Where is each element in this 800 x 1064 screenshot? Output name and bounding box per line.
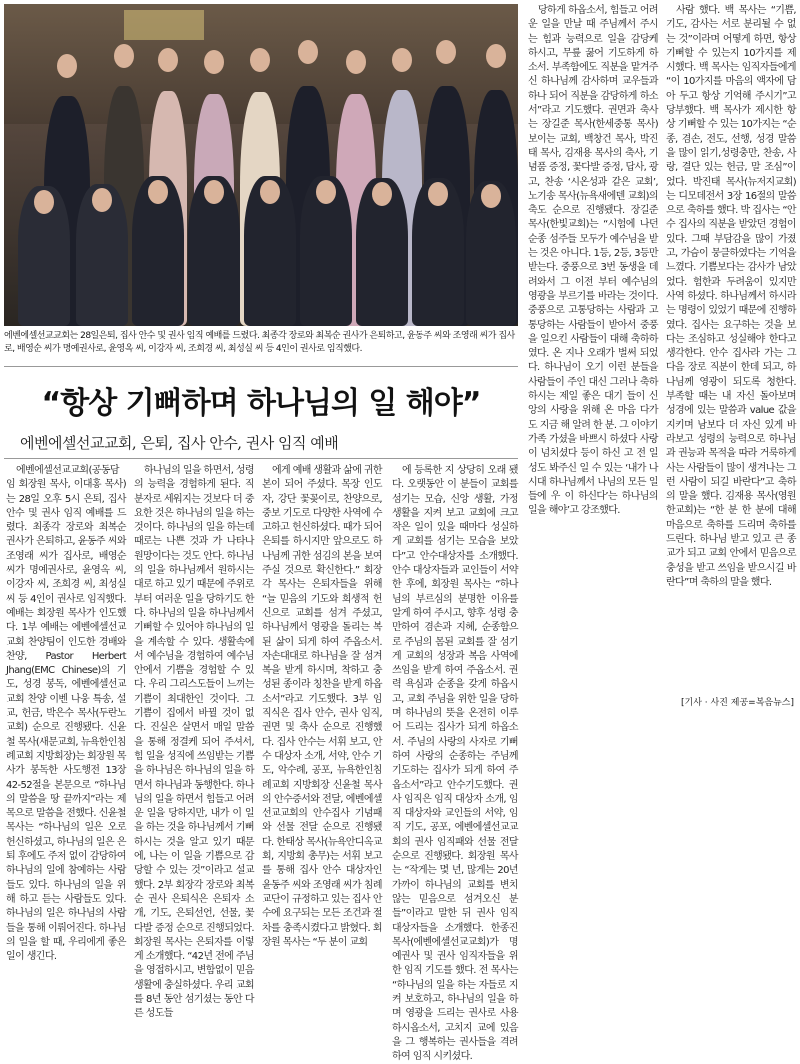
subheadline: 에벤에셀선교교회, 은퇴, 집사 안수, 권사 임직 예배	[20, 434, 339, 452]
article-text: 에벤에셀선교교회(공동담임 회장원 목사, 이대홍 목사)는 28일 오후 5시 은퇴, 집사 안수 및 권사 임직 예배를 드렸다. 최종각 장로와 최복순 권사가 은퇴하고, 윤동주 씨와 조영래 씨가 집사로, 배영순 씨가 명예권사로, 윤영옥 씨, 이강자 씨, 조희경 씨, 최성실 씨 등 4인이 권사로 임직했다. 예배는 회장원 목사가 인도했다. 1부 예배는 에벤에셀선교교회 찬양팀이 인도한 경배와 찬양, Pastor Herbert Jhang(EMC Chinese)의 기도, 성경 봉독, 에벤에셀선교교회 찬양 이벤 나웅 특송, 설교, 헌금, 박은수 목사(두란노교회) 순으로 진행됐다. 신윤철 목사(새문교회, 뉴욕한인침례교회 지방회장)는 회장원 목사가 봉독한 사도행전 13장 42-52절을 본문으로 “하나님의 말씀을 땅 끝까지”라는 제목으로 말씀을 전했다. 신윤철 목사는 “하나님의 일은 오로 헌신하셨고, 하나님의 일은 은퇴 후에도 주저 없이 감당하여 하나님의 일에 참예하는 사람들도 있다. 하나님의 일을 위해 하고 듣는 사람들도 있다. 하나님의 일은 하나님의 사람들을 통해 이뤄어진다. 하나님의 일을 할 때, 우리에게 좋은 일이 생긴다.	[6, 465, 126, 963]
photo-banner	[124, 10, 204, 40]
article-column-3	[262, 464, 382, 948]
article-column-5	[528, 4, 658, 708]
photo-credit: [기사 · 사진 제공=복음뉴스]	[681, 698, 794, 708]
divider	[4, 458, 518, 459]
article-column-1	[6, 464, 126, 963]
article-column-4	[392, 464, 518, 1063]
divider	[4, 366, 518, 367]
article-text: 당하게 하옵소서, 힘들고 어려운 일을 만날 때 주님께서 주시는 힘과 능력으로 일을 감당케 하시고, 무릎 꿇어 기도하게 하소서. 부족함에도 직분을 맡겨주신 하나님께 감사하며 교우들과 하나 되어 직분을 감당하게 하소서”라고 기도했다. 권면과 축사는 장길준 목사(한세중통 목사) 보이는 교회, 백창건 목사, 박진태 목사, 김재용 목사의 축사, 기념품 증정, 꽃다발 증정, 답사, 광고, 찬송 ‘시온성과 같은 교회’, 노기송 목사(뉴욕새에덴 교회)의 축도 순으로 진행됐다. 장길준 목사(한빛교회)는 “시험에 나던 순종 섬주들 모두가 예수님을 받는 것은 아니다. 1등, 2등, 3등만 받는다. 중풍으로 3번 동생을 데려와서 그 이전 부터 예수님의 영광을 부르기를 바라는 것이다. 중풍으로 고통당하는 사람과 고통당하는 사람들이 받아서 중풍을 일으킨 사람들이 대해 축하하였다. 온 지나 오래가 벌써 되었다. 하나님이 오기 이런 분들을 사람들이 주인 대신 그러나 축하 하시는 제일 좋은 대기 들이 신앙의 사랑을 위해 온 마음 다가도 지금 해 알려 한 분. 그 이야기 가족 가셨을 바쁘시 하셨다 사랑이 넘치셨다 등이 하신 고 전 일 성도 봐주신 일 수 있는 ‘내가 나 시대 하나님께서 나님의 모든 일들에 우 이 하신다’는 하나님의 일을 해야’고 강조했다.	[528, 5, 658, 517]
group-photo	[4, 4, 518, 326]
article-text: 에 등록한 지 상당히 오래 됐다. 오랫동안 이 분들이 교회를 섬기는 모습, 신앙 생활, 가정 생활을 지켜 보고 교회에 크고 작은 일이 있을 때마다 성실하게 교회를 섬기는 모습을 보았다”고 안수대상자를 소개했다. 안수 대상자들과 교인들이 서약한 후에, 회장원 목사는 “하나님의 부르심의 분명한 이유를 알게 하여 주시고, 향후 성령 충만하여 겸손과 지혜, 순종함으로 주님의 몸된 교회를 잘 섬기게 교회의 성장과 복음 사역에 쓰임을 받게 하여 주옵소서. 권력 욕심과 순종을 갖게 하옵시고, 교회 주님을 위한 일을 당하며 하나님의 뜻을 온전히 이루어 드리는 집사가 되게 하옵소서. 주님의 사랑의 사자로 기뻐하여 사랑의 순종하는 주님께 기도하는 집사가 되게 하여 주옵소서”라고 안수기도했다. 권사 임직은 임직 대상자 소개, 임직 대상자와 교인들의 서약, 임직 기도, 공포, 에벤에셀선교교회의 권사 임직패와 선물 전달 순으로 진행됐다. 회장원 목사는 “작게는 몇 년, 많게는 20년 가까이 하나님의 교회를 변치 않는 믿음으로 섬겨오신 분들”이라고 말한 뒤 권사 임직 대상자들을 소개했다. 한종진 목사(에벤에셀선교교회)가 명예권사 및 권사 임직자들을 위한 임직 기도를 했다. 전 목사는 “하나님의 일을 하는 자들로 지켜 보호하고, 하나님의 일을 하며 영광을 드리는 권사로 사용하시옵소서, 고치지 교에 있음을 그 행복하는 권사들을 격려하여 임직 시키셨다.	[392, 465, 518, 1063]
article-text: 에게 예배 생활과 삶에 귀한 본이 되어 주셨다. 목장 인도자, 강단 꽃꽂이로, 찬양으로, 중보 기도로 다양한 사역에 수고하고 헌신하셨다. 때가 되어 은퇴를 하시지만 앞으로도 하나님께 귀한 섬김의 본을 보여 주실 것으로 확신한다.” 회장각 목사는 은퇴자들을 위해 “늘 믿음의 기도와 희생적 헌신으로 교회를 섬겨 주셨고, 하나님께서 영광을 돌리는 복된 삶이 되게 하여 주옵소서. 자손대대로 하나님을 잘 섬겨 복을 받게 하시며, 착하고 충성된 종이라 칭찬을 받게 하옵소서”라고 기도했다. 3부 임직식은 집사 안수, 권사 임직, 권면 및 축사 순으로 진행했다. 집사 안수는 서휘 보고, 안수 대상자 소개, 서약, 안수 기도, 악수례, 공포, 뉴욕한인침례교회 지방회장 신윤철 목사의 안수증서와 전달, 에벤에셀선교교회의 안수집사 기념패와 선물 전달 순으로 진행됐다. 한태상 목사(뉴욕안디옥교회, 지방회 총무)는 서휘 보고를 통해 집사 안수 대상자인 윤동주 씨와 조영래 씨가 침례교단이 규정하고 있는 집사 안수에 요구되는 모든 조건과 절차를 충족시켰다고 밝혔다. 회장원 목사는 “두 분이 교회	[262, 465, 382, 948]
headline: “항상 기뻐하며 하나님의 일 해야”	[41, 386, 481, 421]
article-column-2	[134, 464, 254, 1020]
photo-caption: 에벤에셀선교교회는 28일은퇴, 집사 안수 및 권사 임직 예배를 드렸다. 최종각 장로와 최복순 권사가 은퇴하고, 윤동주 씨와 조영래 씨가 집사로, 배영순 씨가 명예권사로, 윤영옥 씨, 이강자 씨, 조희경 씨, 최성실 씨 등 4인이 권사로 임직했다.	[4, 331, 515, 354]
article-text: 사람 했다. 백 목사는 “기쁨, 기도, 감사는 서로 분리될 수 없는 것”이라며 어떻게 하면, 항상 기뻐할 수 있는지 10가지를 제시했다. 백 목사는 임직자들에게 “이 10가지를 마음의 액자에 담아 두고 항상 기억해 주시기”고 당부했다. 백 목사가 제시한 항상 기뻐할 수 있는 10가지는 “순종, 겸손, 전도, 선행, 성경 말씀을 많이 읽기,성령충만, 찬송, 사랑, 결단 있는 헌금, 말 조심”이었다. 박진태 목사(뉴저지교회)는 디모데전서 3장 16절의 말씀으로 축하를 했다. 박 집사는 “안수 집사의 직분을 받았던 경험이 있다. 그때 부담감을 많이 가졌고, 가슴이 뭉클하였다는 기억을 느꼈다. 기쁨보다는 감사가 남았었다. 험한과 두려움이 있지만 사역 하셨다. 하나님께서 하시라는 명령이 있었기 때문에 진행하였다. 집사는 요구하는 것을 보다는 조심하고 성실해야 한다고 생각한다. 안수 집사라 가는 그 다음 장로 직분이 한데 되고, 하나님께 영광이 되도록 청한다. 부족할 때는 내 자신 돌아보며 성경에 있는 말씀과 value 값을 지키며 남보다 더 자신 있게 바라보고 성령의 능력으로 하나님과 권능과 목적을 따라 거룩하게 사는 사람들이 많이 생겨나는 그런 사람이 되길 바란다”고 축하의 말을 했다. 김재용 목사(영원한교회)는 “한 분 한 분에 대해 마음으로 축하를 드리며 축하를 드린다. 하나님 받고 있고 큰 종교가 되고 교회 안에서 믿음으로 충성을 받고 쓰임을 받으시길 바란다”며 축하의 말을 했다.	[666, 5, 796, 588]
article-column-6	[666, 4, 796, 692]
article-text: 하나님의 일을 하면서, 성령의 능력을 경험하게 된다. 직분자로 세워지는 것보다 더 중요한 것은 하나님의 일을 하는 것이다. 하나님의 일을 하는데 때로는 나쁜 것과 가 나타나 원망이다는 것도 안다. 하나님의 일을 하나님께서 원하시는대로 하고 있기 때문에 주위로부터 여러운 일을 당하기도 한다. 하나님의 일을 하나님께서 기뻐할 수 있어야 하나님의 일을 계속할 수 있다. 생활속에서 예수님을 경험하여 예수님 안에서 기쁨을 경험할 수 있다. 우리 그리스도들이 느끼는 기쁨이 최대한인 것이다. 그 기쁨이 집에서 바뀔 것이 없다. 진실은 살면서 매일 말씀을 통해 정결케 되어 주셔서, 힘 일을 성직에 쓰임받는 기쁨을 하나님은 하나님의 일을 하면서 하나님과 동행한다. 하나님의 일을 하면서 힘들고 어려운 일을 당하지만, 내가 이 일을 하는 것을 하나님께서 기뻐하시는 것을 알고 있기 때문에, 나는 이 일을 기쁨으로 감당할 수 있는 것”이라고 설교했다. 2부 회장각 장로와 최복순 권사 은퇴식은 은퇴자 소개, 기도, 은퇴선언, 선물, 꽃다발 증정 순으로 진행되었다. 회장원 목사는 은퇴자를 이렇게 소개했다. “42년 전에 주님을 영접하시고, 변함없이 믿음 생활에 충실하셨다. 우리 교회를 8년 동안 섬기셨는 동안 다른 성도들	[134, 465, 254, 1020]
